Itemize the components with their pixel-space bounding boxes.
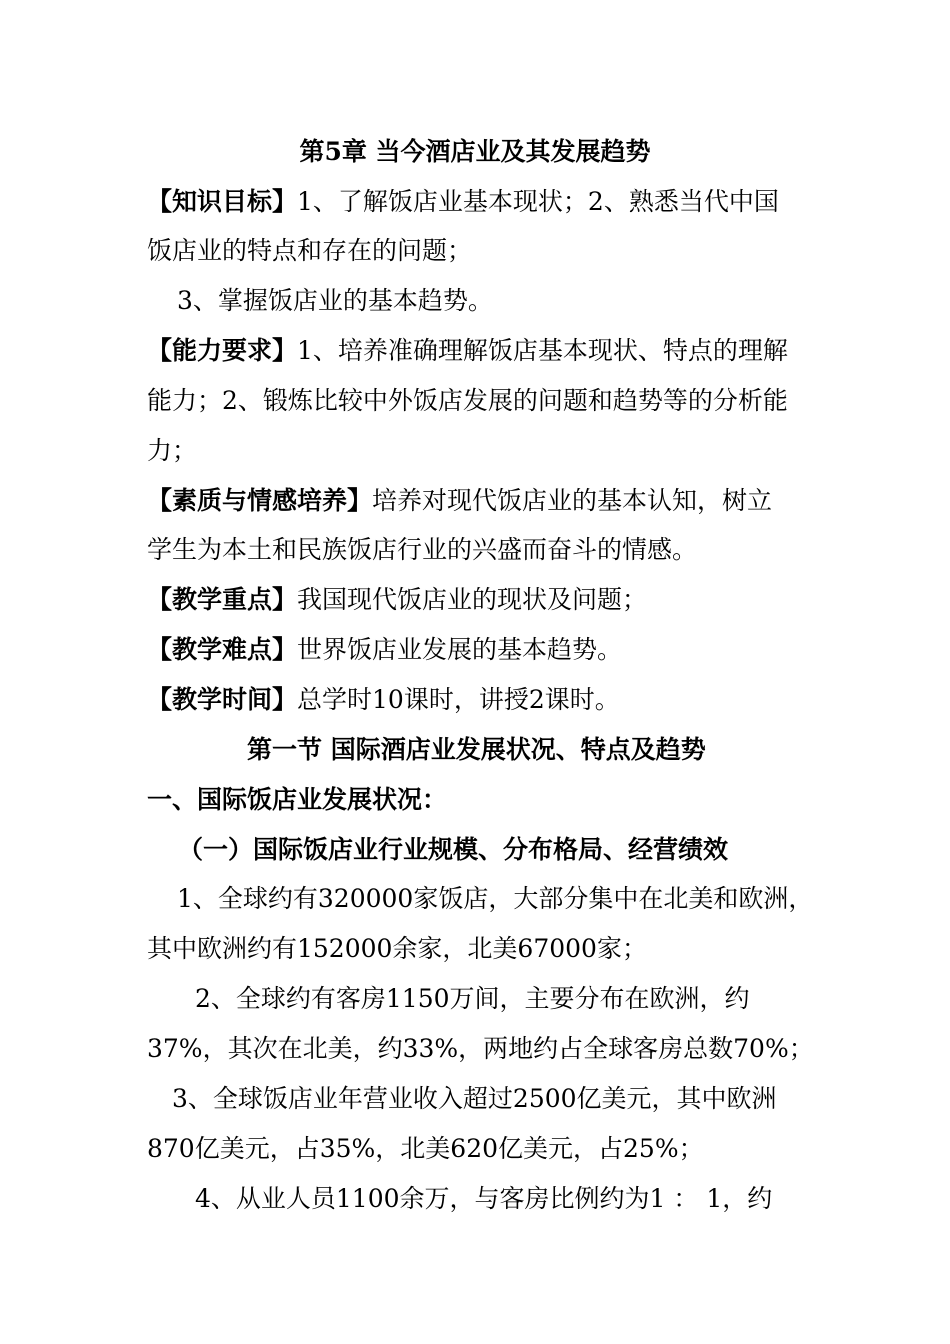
teaching-time-text: 总学时10课时，讲授2课时。 (297, 685, 620, 714)
knowledge-goal-line-2: 饭店业的特点和存在的问题； (147, 236, 473, 265)
ability-requirement-line-3: 力； (147, 436, 198, 465)
point-3-line-2: 870亿美元，占35%，北美620亿美元，占25%； (147, 1134, 704, 1163)
knowledge-goal-label: 【知识目标】 (147, 187, 298, 216)
knowledge-goal-line-1 (147, 185, 827, 219)
teaching-key-point (147, 583, 827, 617)
point-3-line-1: 3、全球饭店业年营业收入超过2500亿美元，其中欧洲 (172, 1084, 777, 1113)
ability-requirement-label: 【能力要求】 (147, 336, 298, 365)
teaching-key-point-label: 【教学重点】 (147, 585, 298, 614)
point-1-line-1: 1、全球约有320000家饭店，大部分集中在北美和欧洲， (177, 884, 814, 913)
teaching-time (147, 683, 827, 717)
knowledge-goal-line-3: 3、掌握饭店业的基本趋势。 (177, 286, 493, 315)
teaching-difficulty-text: 世界饭店业发展的基本趋势。 (297, 635, 623, 664)
point-4-line-1: 4、从业人员1100余万，与客房比例约为1 ： 1，约 (195, 1184, 773, 1213)
point-2-line-2: 37%，其次在北美，约33%，两地约占全球客房总数70%； (147, 1034, 814, 1063)
ability-requirement-line-2: 能力；2、锻炼比较中外饭店发展的问题和趋势等的分析能 (147, 386, 788, 415)
teaching-time-label: 【教学时间】 (147, 685, 298, 714)
ability-requirement-text-1: 1、培养准确理解饭店基本现状、特点的理解 (297, 336, 788, 365)
quality-emotion-text-1: 培养对现代饭店业的基本认知，树立 (372, 486, 773, 515)
point-2-line-1: 2、全球约有客房1150万间，主要分布在欧洲，约 (195, 984, 750, 1013)
quality-emotion-label: 【素质与情感培养】 (147, 486, 373, 515)
chapter-title: 第5章 当今酒店业及其发展趋势 (299, 137, 651, 166)
point-1-line-2: 其中欧洲约有152000余家，北美67000家； (147, 934, 647, 963)
quality-emotion-line-2: 学生为本土和民族饭店行业的兴盛而奋斗的情感。 (147, 535, 698, 564)
quality-emotion-line-1 (147, 484, 827, 518)
teaching-difficulty-label: 【教学难点】 (147, 635, 298, 664)
section-title: 第一节 国际酒店业发展状况、特点及趋势 (247, 735, 706, 764)
heading-level-2: （一）国际饭店业行业规模、分布格局、经营绩效 (178, 835, 729, 864)
knowledge-goal-text-1: 1、了解饭店业基本现状；2、熟悉当代中国 (297, 187, 779, 216)
ability-requirement-line-1 (147, 334, 827, 368)
heading-level-1: 一、国际饭店业发展状况： (147, 785, 448, 814)
teaching-key-point-text: 我国现代饭店业的现状及问题； (297, 585, 648, 614)
teaching-difficulty (147, 633, 827, 667)
